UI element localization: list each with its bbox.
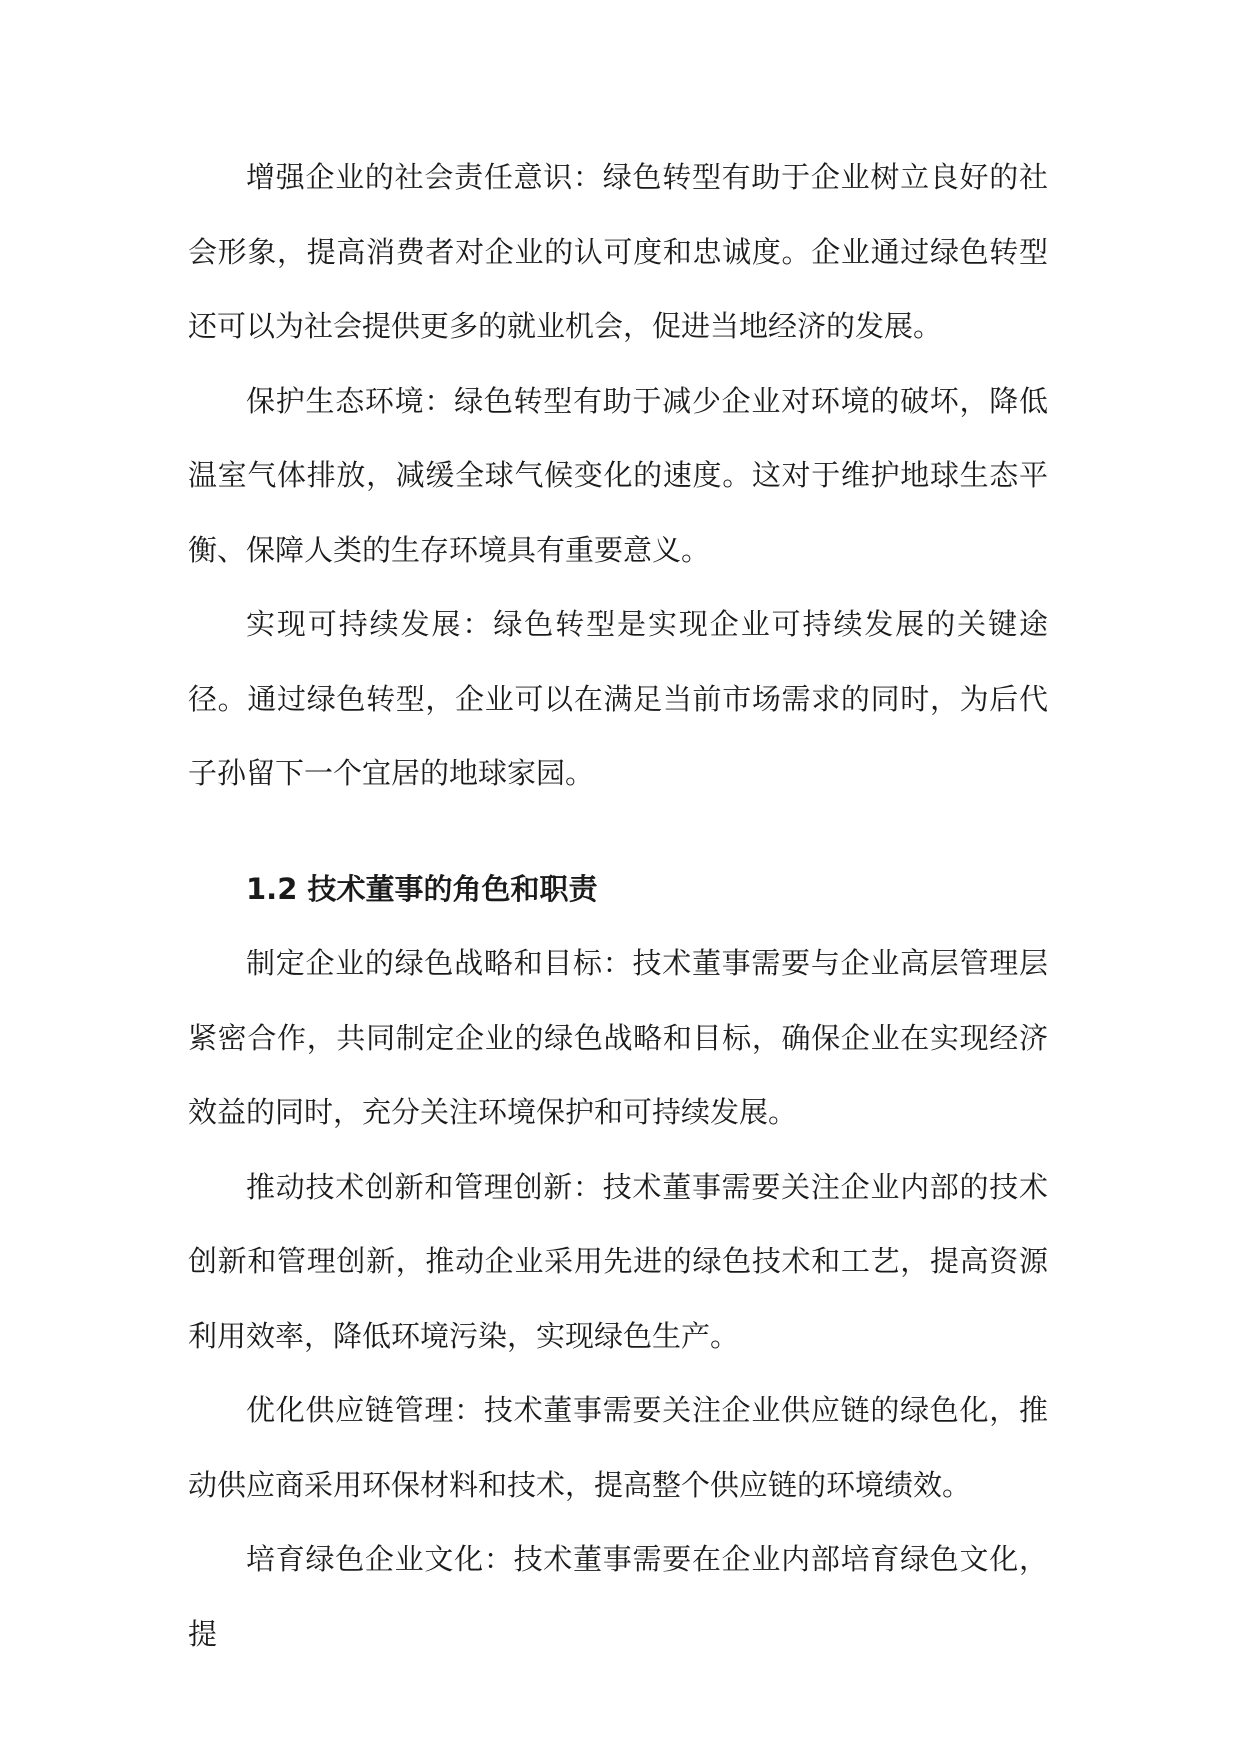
paragraph-green-culture: 培育绿色企业文化：技术董事需要在企业内部培育绿色文化，提 [188, 1542, 1048, 1651]
paragraph-green-strategy: 制定企业的绿色战略和目标：技术董事需要与企业高层管理层紧密合作，共同制定企业的绿色战略和目标，确保企业在实现经济效益的同时，充分关注环境保护和可持续发展。 [188, 946, 1048, 1129]
section-heading: 1.2 技术董事的角色和职责 [246, 871, 598, 906]
paragraph-protect-environment: 保护生态环境：绿色转型有助于减少企业对环境的破坏，降低温室气体排放，减缓全球气候变化的速度。这对于维护地球生态平衡、保障人类的生存环境具有重要意义。 [188, 383, 1048, 567]
paragraph-social-responsibility: 增强企业的社会责任意识：绿色转型有助于企业树立良好的社会形象，提高消费者对企业的认可度和忠诚度。企业通过绿色转型还可以为社会提供更多的就业机会，促进当地经济的发展。 [188, 160, 1048, 343]
paragraph-sustainable-development: 实现可持续发展：绿色转型是实现企业可持续发展的关键途径。通过绿色转型，企业可以在满足当前市场需求的同时，为后代子孙留下一个宜居的地球家园。 [188, 607, 1048, 790]
paragraph-innovation: 推动技术创新和管理创新：技术董事需要关注企业内部的技术创新和管理创新，推动企业采用先进的绿色技术和工艺，提高资源利用效率，降低环境污染，实现绿色生产。 [188, 1169, 1048, 1353]
document-body [188, 140, 1048, 1671]
paragraph-supply-chain: 优化供应链管理：技术董事需要关注企业供应链的绿色化，推动供应商采用环保材料和技术，提高整个供应链的环境绩效。 [188, 1393, 1048, 1502]
